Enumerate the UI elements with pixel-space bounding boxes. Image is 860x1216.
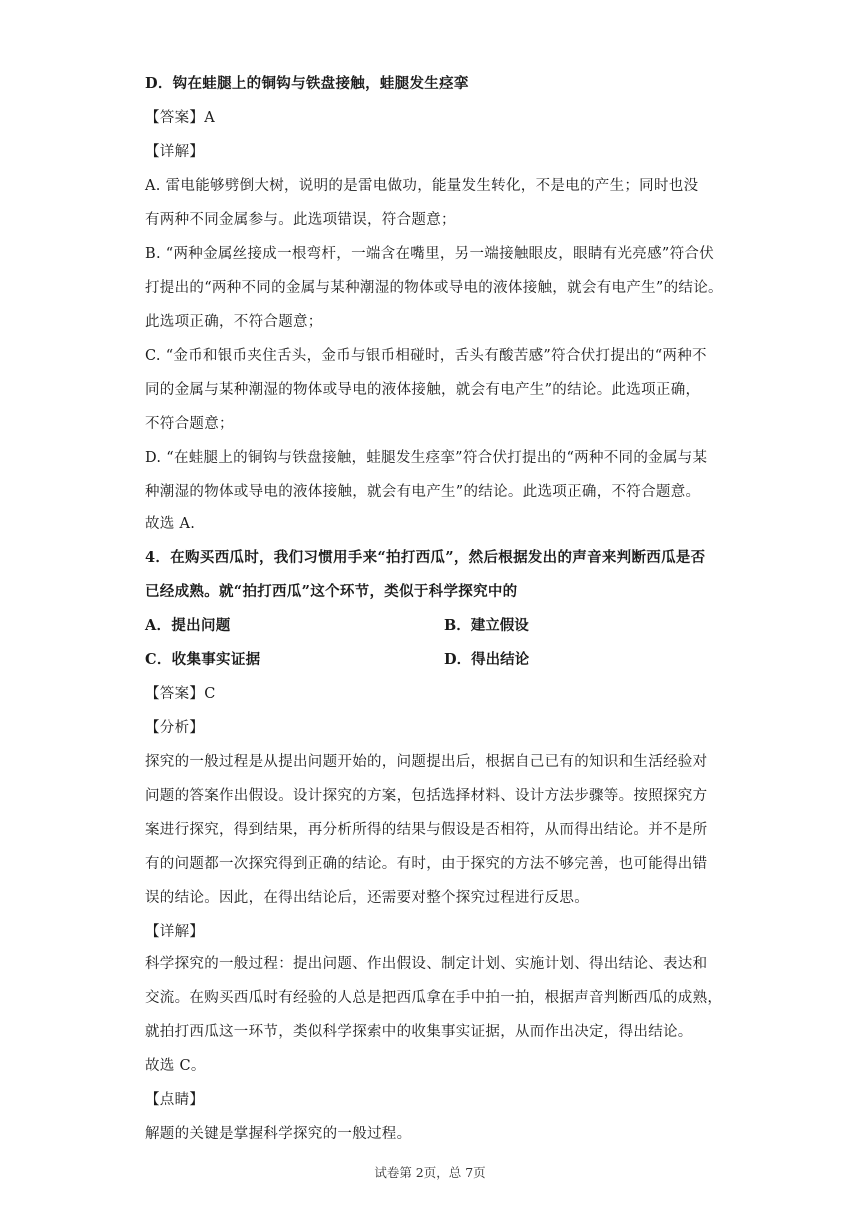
text-line: 已经成熟。就“拍打西瓜”这个环节，类似于科学探究中的 [145, 583, 518, 600]
text-line: 4．在购买西瓜时，我们习惯用手来“拍打西瓜”，然后根据发出的声音来判断西瓜是否 [145, 549, 706, 566]
text-line: 此选项正确，不符合题意； [145, 314, 323, 330]
text-line: 探究的一般过程是从提出问题开始的，问题提出后，根据自己已有的知识和生活经验对 [145, 754, 708, 770]
option-right: B．建立假设 [444, 617, 529, 634]
text-line: 种潮湿的物体或导电的液体接触，就会有电产生”的结论。此选项正确，不符合题意。 [145, 484, 701, 500]
text-line: 故选 A. [145, 516, 196, 532]
text-line: B. “两种金属丝接成一根弯杆，一端含在嘴里，另一端接触眼皮，眼睛有光亮感”符合伏 [145, 246, 714, 262]
text-line: 【分析】 [145, 720, 205, 736]
text-line: 不符合题意； [145, 416, 234, 432]
text-line: 【点睛】 [145, 1092, 205, 1108]
text-line: 有两种不同金属参与。此选项错误，符合题意； [145, 212, 456, 228]
text-line: 【答案】C [145, 686, 216, 702]
text-line: 有的问题都一次探究得到正确的结论。有时，由于探究的方法不够完善，也可能得出错 [145, 856, 708, 872]
text-line: 科学探究的一般过程：提出问题、作出假设、制定计划、实施计划、得出结论、表达和 [145, 956, 708, 972]
text-line: 就拍打西瓜这一环节，类似科学探索中的收集事实证据，从而作出决定，得出结论。 [145, 1024, 693, 1040]
option-left: A．提出问题 [145, 617, 231, 634]
text-line: 故选 C。 [145, 1058, 206, 1074]
option-left: C．收集事实证据 [145, 651, 261, 668]
text-line: 同的金属与某种潮湿的物体或导电的液体接触，就会有电产生”的结论。此选项正确， [145, 382, 701, 398]
text-line: 问题的答案作出假设。设计探究的方案，包括选择材料、设计方法步骤等。按照探究方 [145, 788, 708, 804]
text-line: 【详解】 [145, 144, 205, 160]
text-line: 误的结论。因此，在得出结论后，还需要对整个探究过程进行反思。 [145, 890, 589, 906]
text-line: D．钩在蛙腿上的铜钩与铁盘接触，蛙腿发生痉挛 [145, 75, 469, 92]
text-line: A. 雷电能够劈倒大树，说明的是雷电做功，能量发生转化，不是电的产生；同时也没 [145, 178, 699, 194]
text-line: C. “金币和银币夹住舌头，金币与银币相碰时，舌头有酸苦感”符合伏打提出的“两种不 [145, 348, 707, 364]
option-right: D．得出结论 [444, 651, 530, 668]
text-line: 【答案】A [145, 110, 215, 126]
text-line: D. “在蛙腿上的铜钩与铁盘接触，蛙腿发生痉挛”符合伏打提出的“两种不同的金属与某 [145, 450, 708, 466]
page-footer: 试卷第 2页，总 7页 [374, 1165, 486, 1180]
text-line: 打提出的“两种不同的金属与某种潮湿的物体或导电的液体接触，就会有电产生”的结论。 [145, 280, 723, 296]
text-line: 交流。在购买西瓜时有经验的人总是把西瓜拿在手中拍一拍，根据声音判断西瓜的成熟， [145, 990, 723, 1006]
text-line: 案进行探究，得到结果，再分析所得的结果与假设是否相符，从而得出结论。并不是所 [145, 822, 708, 838]
text-line: 【详解】 [145, 924, 205, 940]
text-line: 解题的关键是掌握科学探究的一般过程。 [145, 1126, 412, 1142]
